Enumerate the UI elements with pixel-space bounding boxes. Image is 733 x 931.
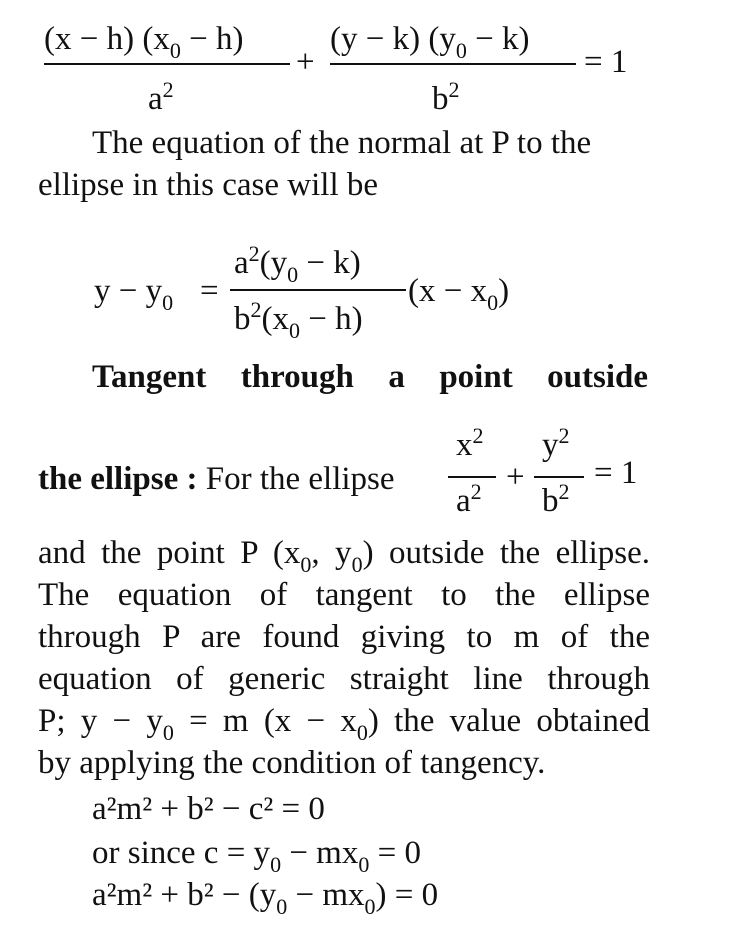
paragraph-line-6: by applying the condition of tangency.: [38, 745, 546, 781]
p1-c: ) outside the ellipse.: [362, 535, 651, 571]
ellipse-equals-one: = 1: [594, 455, 638, 491]
paragraph-line-2: The equation of tangent to the ellipse: [38, 577, 650, 613]
p5-b: = m (x − x: [173, 703, 357, 739]
den1-superscript: 2: [162, 77, 174, 102]
ellipse-a: a: [456, 483, 471, 519]
ellipse-a-denominator: [456, 479, 482, 523]
e2-a: or since c = y: [92, 835, 271, 871]
normal-equals: =: [200, 273, 219, 309]
p5-sub1: 0: [162, 720, 174, 745]
num2-subscript: 0: [455, 38, 467, 63]
ellipse-fraction1-bar: [448, 476, 496, 478]
ellipse-plus: +: [506, 459, 525, 495]
e3-sub2: 0: [364, 894, 376, 919]
ellipse-fraction2-bar: [534, 476, 584, 478]
ellipse-a-sup: 2: [470, 479, 482, 504]
e3-b: − mx: [287, 877, 365, 913]
ellipse-b-denominator: [542, 479, 570, 523]
fraction2-bar: [330, 63, 576, 65]
normal-den-tail: − h): [300, 301, 363, 337]
ellipse-x-numerator: [456, 423, 484, 467]
ellipse-y-sup: 2: [558, 423, 570, 448]
normal-num-a-sup: 2: [248, 241, 260, 266]
plus-sign: +: [296, 44, 315, 80]
fraction1-denominator: [148, 77, 174, 121]
num1-subscript: 0: [169, 38, 181, 63]
den2-text: b: [432, 81, 449, 117]
fraction2-denominator: [432, 77, 460, 121]
fraction2-numerator: [330, 20, 529, 61]
equals-one: = 1: [584, 44, 628, 80]
condition-equation-2: [92, 834, 421, 875]
ellipse-y-numerator: [542, 423, 570, 467]
num1-text: (x − h) (x: [44, 21, 170, 57]
normal-rhs-subscript: 0: [487, 290, 499, 315]
heading-line-2: [38, 460, 395, 498]
ellipse-b: b: [542, 483, 559, 519]
normal-den-b: b: [234, 301, 251, 337]
normal-numerator: [234, 241, 361, 287]
normal-fraction-bar: [230, 289, 406, 291]
den2-superscript: 2: [448, 77, 460, 102]
num2-text: (y − k) (y: [330, 21, 456, 57]
e3-a: a²m² + b² − (y: [92, 877, 277, 913]
p5-sub2: 0: [356, 720, 368, 745]
normal-rhs: [408, 272, 509, 313]
heading-bold-part: the ellipse :: [38, 461, 198, 497]
section-heading: Tangent through a point outside: [92, 359, 648, 395]
normal-num-sub: 0: [287, 262, 299, 287]
p1-sub1: 0: [300, 552, 312, 577]
paragraph-line-5: [38, 702, 650, 743]
normal-num-tail: − k): [298, 245, 361, 281]
normal-num-a: a: [234, 245, 249, 281]
e2-b: − mx: [281, 835, 359, 871]
paragraph-line-4: equation of generic straight line through: [38, 661, 650, 697]
condition-equation-3: [92, 876, 438, 917]
normal-lhs-text: y − y: [94, 273, 163, 309]
intro-line-1: The equation of the normal at P to the: [92, 125, 592, 161]
e2-c: = 0: [369, 835, 421, 871]
ellipse-b-sup: 2: [558, 479, 570, 504]
paragraph-line-3: through P are found giving to m of the: [38, 619, 650, 655]
p1-a: and the point P (x: [38, 535, 301, 571]
ellipse-x: x: [456, 427, 473, 463]
normal-rhs-text: (x − x: [408, 273, 488, 309]
condition-equation-1: a²m² + b² − c² = 0: [92, 791, 325, 827]
normal-den-sub: 0: [289, 318, 300, 343]
fraction1-bar: [44, 63, 290, 65]
normal-lhs: [94, 272, 173, 313]
e2-sub2: 0: [358, 852, 370, 877]
p1-b: , y: [311, 535, 352, 571]
num1-tail: − h): [180, 21, 244, 57]
normal-num-rest: (y: [259, 245, 288, 281]
e3-c: ) = 0: [375, 877, 439, 913]
p1-sub2: 0: [351, 552, 363, 577]
heading-rest: For the ellipse: [197, 461, 395, 497]
intro-line-2: ellipse in this case will be: [38, 167, 379, 203]
e2-sub1: 0: [270, 852, 282, 877]
normal-den-rest: (x: [261, 301, 289, 337]
normal-denominator: [234, 297, 363, 343]
fraction1-numerator: [44, 20, 243, 61]
e3-sub1: 0: [276, 894, 288, 919]
paragraph-line-1: [38, 534, 650, 575]
num2-tail: − k): [466, 21, 530, 57]
normal-lhs-subscript: 0: [162, 290, 174, 315]
ellipse-y: y: [542, 427, 559, 463]
p5-c: ) the value obtained: [367, 703, 650, 739]
ellipse-x-sup: 2: [472, 423, 484, 448]
p5-a: P; y − y: [38, 703, 163, 739]
normal-rhs-tail: ): [498, 273, 510, 309]
normal-den-b-sup: 2: [250, 297, 262, 322]
den1-text: a: [148, 81, 163, 117]
